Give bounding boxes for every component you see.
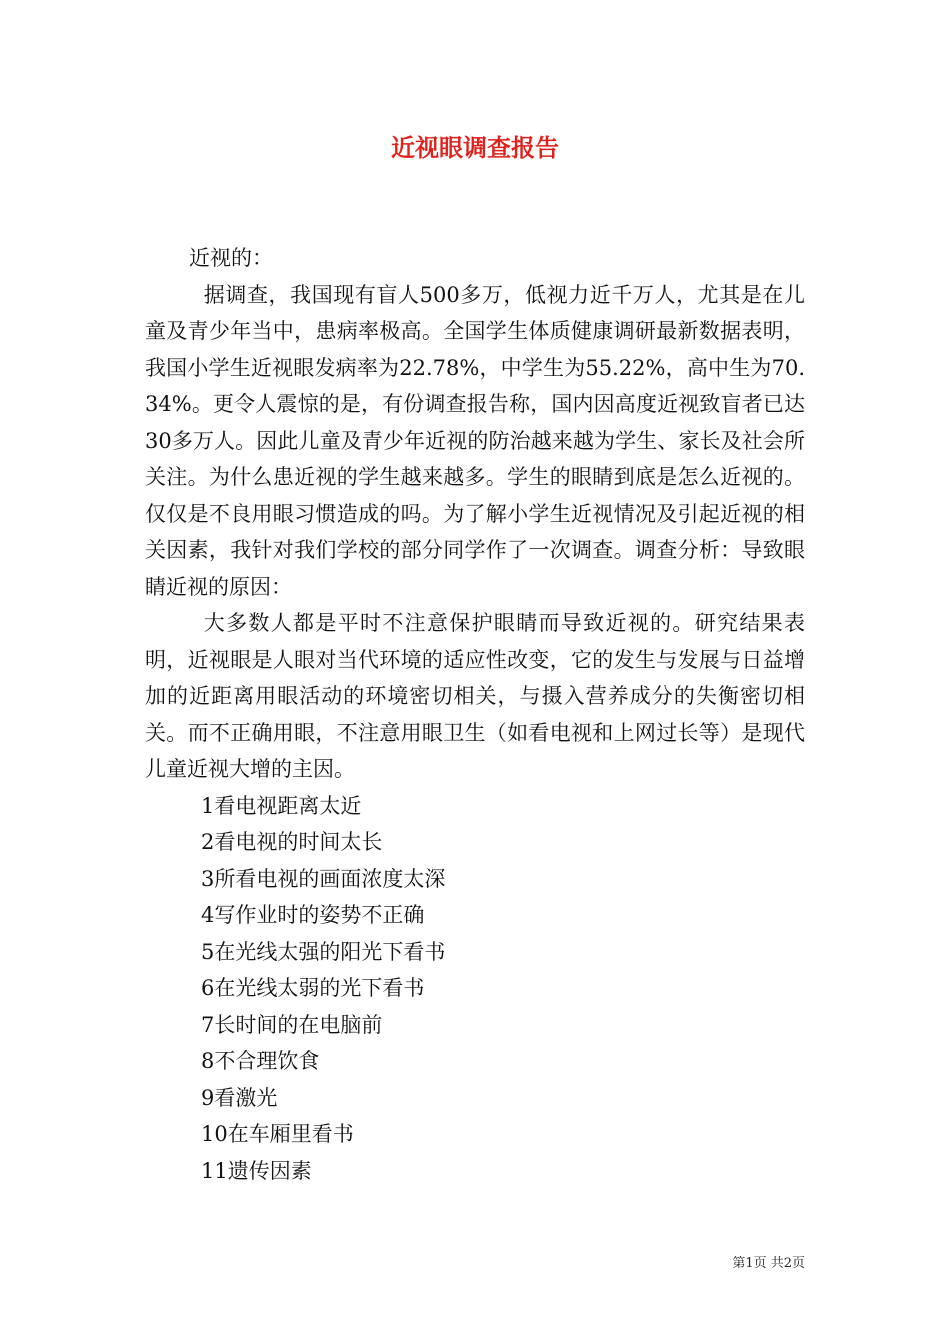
list-item: 5在光线太强的阳光下看书 (201, 939, 446, 964)
list-item: 7长时间的在电脑前 (201, 1012, 383, 1037)
list-item: 6在光线太弱的光下看书 (201, 976, 425, 1000)
list-item: 11遗传因素 (201, 1158, 312, 1183)
paragraph-analysis: 大多数人都是平时不注意保护眼睛而导致近视的。研究结果表明，近视眼是人眼对当代环境的适应性改变，它的发生与发展与日益增加的近距离用眼活动的环境密切相关，与摄入营养成分的失衡密切相关。而不正确用眼，不注意用眼卫生（如看电视和上网过长等）是现代儿童近视大增的主因。 (145, 611, 805, 781)
list-item: 3所看电视的画面浓度太深 (201, 866, 446, 891)
section-heading: 近视的： (189, 246, 273, 270)
document-title: 近视眼调查报告 (391, 133, 559, 162)
list-item: 8不合理饮食 (201, 1049, 320, 1073)
page-number: 第1页 共2页 (732, 1256, 805, 1271)
paragraph-survey: 据调查，我国现有盲人500多万，低视力近千万人，尤其是在儿童及青少年当中，患病率极高。全国学生体质健康调研最新数据表明，我国小学生近视眼发病率为22.78%，中学生为55.22%，高中生为70.34%。更令人震惊的是，有份调查报告称，国内因高度近视致盲者已达30多万人。因此儿童及青少年近视的防治越来越为学生、家长及社会所关注。为什么患近视的学生越来越多。学生的眼睛到底是怎么近视的。仅仅是不良用眼习惯造成的吗。为了解小学生近视情况及引起近视的相关因素，我针对我们学校的部分同学作了一次调查。调查分析：导致眼睛近视的原因： (145, 282, 805, 599)
list-item: 1看电视距离太近 (201, 793, 362, 818)
list-item: 2看电视的时间太长 (201, 830, 383, 854)
document-body (145, 240, 805, 1189)
list-item: 4写作业时的姿势不正确 (201, 903, 425, 927)
causes-list (145, 788, 805, 1190)
list-item: 10在车厢里看书 (201, 1122, 354, 1146)
list-item: 9看激光 (201, 1085, 278, 1110)
